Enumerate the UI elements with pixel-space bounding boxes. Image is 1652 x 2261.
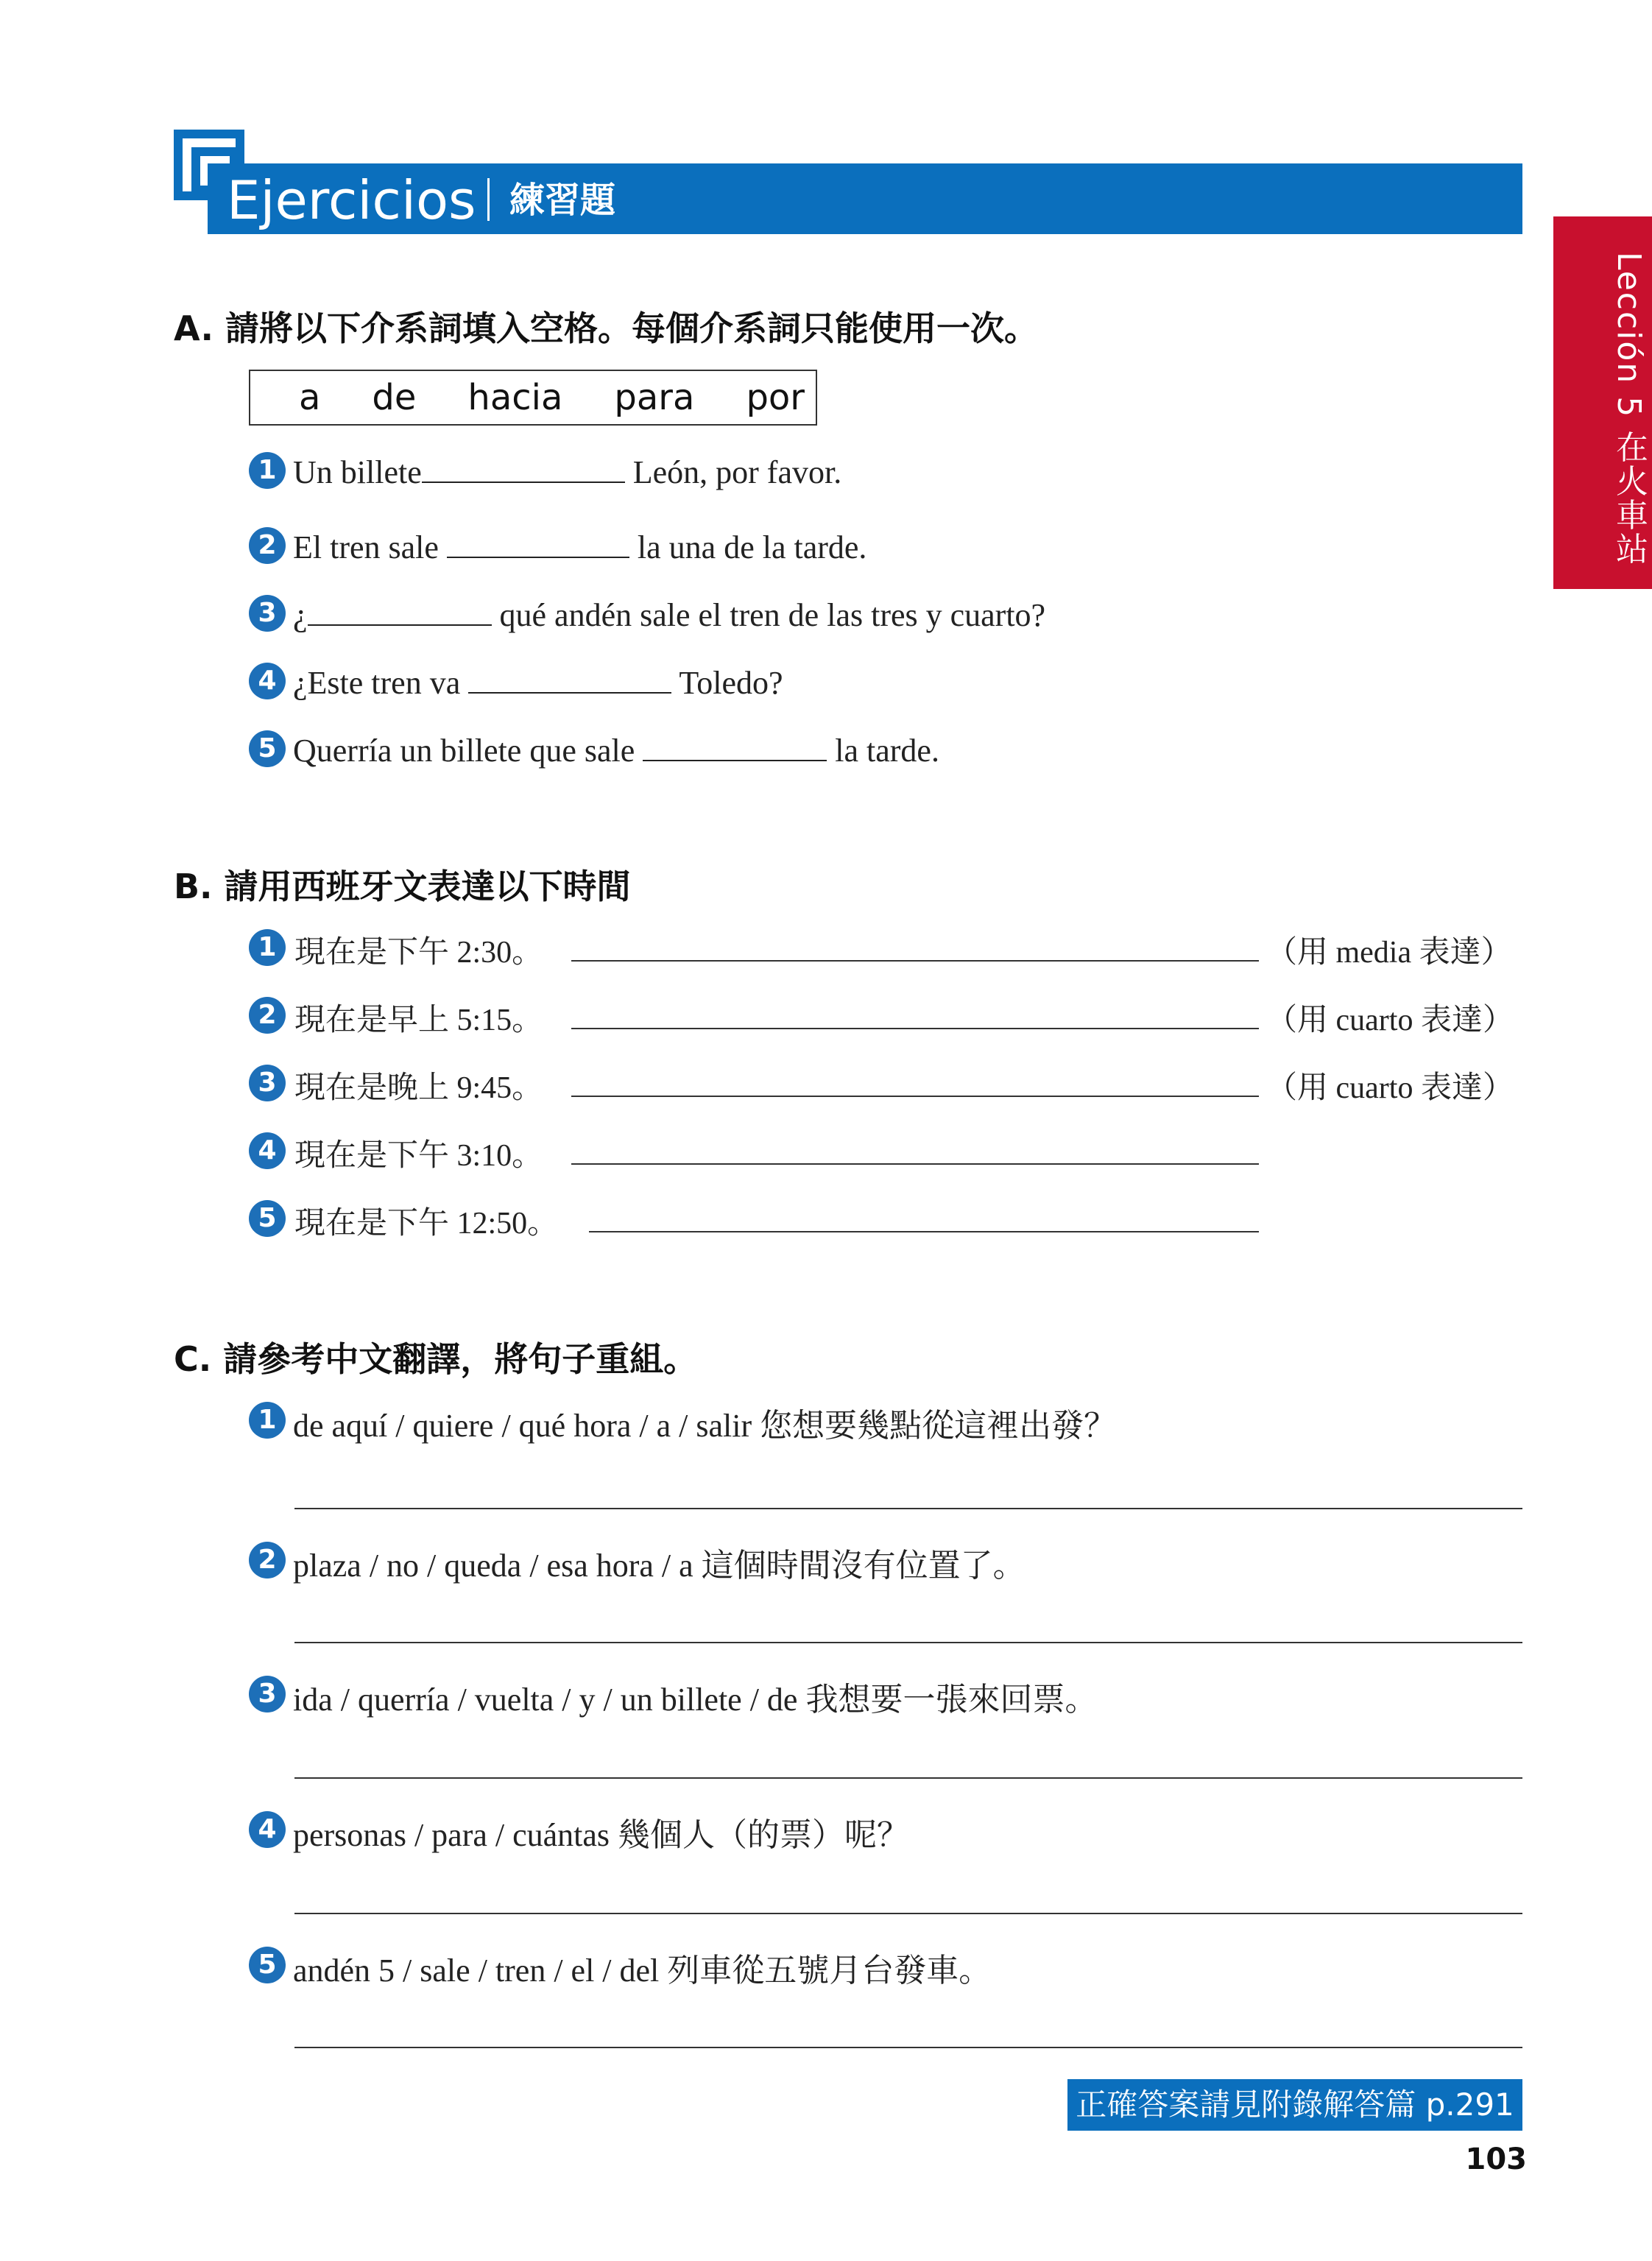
exercise-b-prompt: 現在是早上 5:15。 <box>294 1003 543 1037</box>
fill-blank[interactable] <box>468 660 671 694</box>
exercise-c-prompt: andén 5 / sale / tren / el / del 列車從五號月台發車。 <box>293 1953 992 1989</box>
exercise-a-item-3 <box>293 592 1045 634</box>
page-number: 103 <box>1465 2142 1527 2176</box>
exercise-c-prompt: ida / querría / vuelta / y / un billete / de 我想要一張來回票。 <box>293 1682 1098 1718</box>
item-number-badge: 2 <box>249 997 286 1034</box>
answer-line[interactable] <box>571 1028 1259 1029</box>
page-title-chinese: 練習題 <box>509 180 616 221</box>
fill-blank[interactable] <box>422 449 625 483</box>
text-after-blank: Toledo? <box>671 665 783 701</box>
exercise-b-hint: （用 cuarto 表達） <box>1266 1003 1514 1037</box>
text-before-blank: El tren sale <box>293 529 447 565</box>
answer-line[interactable] <box>294 1777 1522 1779</box>
exercise-a-item-4 <box>293 660 783 702</box>
answer-key-note: 正確答案請見附錄解答篇 p.291 <box>1067 2079 1522 2131</box>
exercise-a-item-1 <box>293 449 841 491</box>
section-b-heading: B. 請用西班牙文表達以下時間 <box>174 867 631 906</box>
item-number-badge: 3 <box>249 595 286 632</box>
exercise-c-prompt: plaza / no / queda / esa hora / a 這個時間沒有位置了。 <box>293 1548 1026 1584</box>
exercise-b-prompt: 現在是晚上 9:45。 <box>294 1071 543 1105</box>
text-after-blank: qué andén sale el tren de las tres y cuarto? <box>491 597 1046 633</box>
answer-line[interactable] <box>571 960 1259 962</box>
item-number-badge: 3 <box>249 1065 286 1101</box>
item-number-badge: 5 <box>249 1947 286 1983</box>
section-a-heading: A. 請將以下介系詞填入空格。每個介系詞只能使用一次。 <box>174 308 1038 348</box>
exercise-b-hint: （用 cuarto 表達） <box>1266 1071 1514 1105</box>
fill-blank[interactable] <box>447 524 629 558</box>
item-number-badge: 4 <box>249 1132 286 1169</box>
exercise-a-item-5 <box>293 727 939 769</box>
item-number-badge: 2 <box>249 1542 286 1579</box>
exercise-c-prompt: de aquí / quiere / qué hora / a / salir 您想要幾點從這裡出發？ <box>293 1408 1117 1444</box>
fill-blank[interactable] <box>308 592 492 626</box>
word-bank-item: de <box>372 377 417 418</box>
exercise-c-prompt: personas / para / cuántas 幾個人（的票）呢？ <box>293 1817 910 1853</box>
text-after-blank: León, por favor. <box>624 454 842 490</box>
item-number-badge: 5 <box>249 730 286 767</box>
lesson-side-tab-label: Lección 5 在火車站 <box>1610 251 1648 566</box>
exercise-b-prompt: 現在是下午 3:10。 <box>294 1139 543 1173</box>
text-after-blank: la tarde. <box>827 733 939 769</box>
answer-line[interactable] <box>294 1508 1522 1509</box>
text-before-blank: ¿ <box>293 597 308 633</box>
word-bank-box <box>249 370 817 426</box>
text-before-blank: Querría un billete que sale <box>293 733 643 769</box>
exercise-b-prompt: 現在是下午 12:50。 <box>294 1207 559 1241</box>
answer-line[interactable] <box>294 1642 1522 1643</box>
exercise-b-hint: （用 media 表達） <box>1266 936 1512 970</box>
item-number-badge: 1 <box>249 1402 286 1439</box>
answer-line[interactable] <box>571 1163 1259 1165</box>
item-number-badge: 1 <box>249 452 286 489</box>
word-bank-item: por <box>746 377 805 418</box>
page-title-spanish: Ejercicios <box>227 169 476 231</box>
answer-line[interactable] <box>589 1231 1259 1232</box>
text-after-blank: la una de la tarde. <box>629 529 867 565</box>
exercise-a-item-2 <box>293 524 866 566</box>
item-number-badge: 3 <box>249 1676 286 1712</box>
text-before-blank: ¿Este tren va <box>293 665 469 701</box>
item-number-badge: 5 <box>249 1200 286 1237</box>
item-number-badge: 2 <box>249 527 286 564</box>
title-separator <box>487 178 490 221</box>
answer-line[interactable] <box>571 1096 1259 1097</box>
item-number-badge: 4 <box>249 663 286 699</box>
word-bank-item: hacia <box>467 377 563 418</box>
exercise-b-prompt: 現在是下午 2:30。 <box>294 936 543 970</box>
item-number-badge: 4 <box>249 1811 286 1848</box>
word-bank-item: para <box>614 377 695 418</box>
item-number-badge: 1 <box>249 929 286 966</box>
answer-line[interactable] <box>294 1913 1522 1914</box>
text-before-blank: Un billete <box>293 454 422 490</box>
section-c-heading: C. 請參考中文翻譯，將句子重組。 <box>174 1339 698 1379</box>
fill-blank[interactable] <box>643 727 827 761</box>
answer-line[interactable] <box>294 2047 1522 2048</box>
word-bank-item: a <box>299 377 321 418</box>
